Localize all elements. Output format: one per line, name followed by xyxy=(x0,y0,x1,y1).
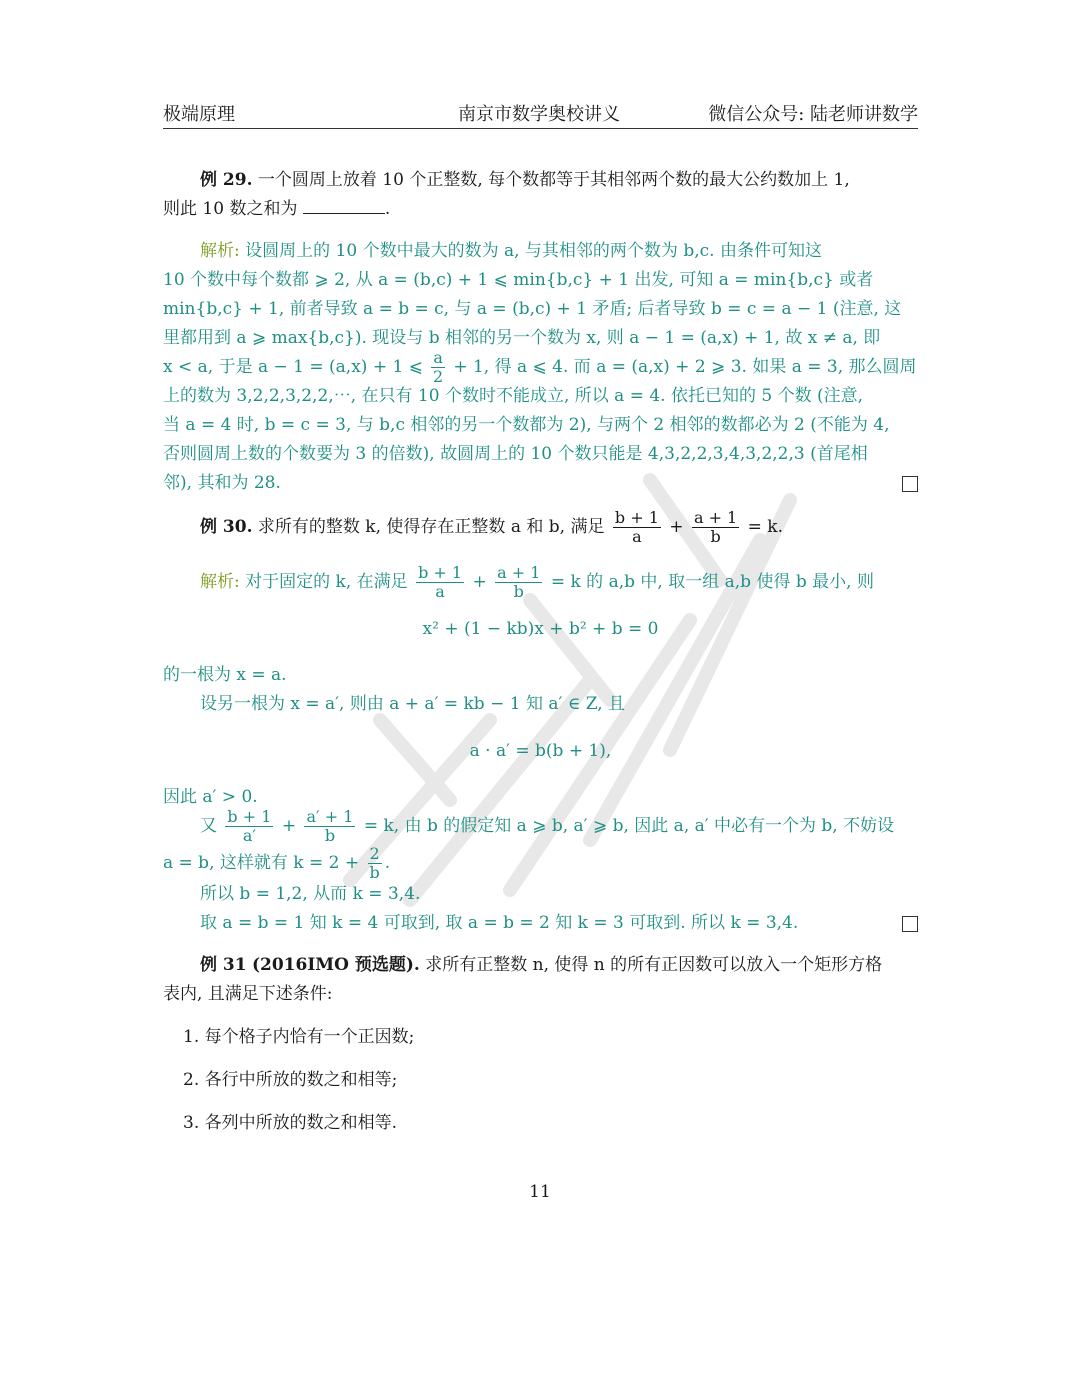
ex30-s6-pre: a = b, 这样就有 k = 2 + xyxy=(163,853,360,873)
fraction-a1-over-b xyxy=(495,564,542,601)
ex29-solution-line1 xyxy=(200,239,918,263)
fraction-aprime1-over-b xyxy=(304,808,355,845)
ex30-s1-post: = k 的 a,b 中, 取一组 a,b 使得 b 最小, 则 xyxy=(550,572,874,592)
ex30-title: 例 30. xyxy=(200,517,253,537)
qed-icon xyxy=(902,476,918,492)
ex30-s6-post: . xyxy=(384,853,391,873)
frac-den: 2 xyxy=(433,367,444,386)
ex30-s5 xyxy=(200,804,918,848)
frac-num: b + 1 xyxy=(227,807,272,826)
ex31-title: 例 31 xyxy=(200,955,247,975)
ex29-text1: 一个圆周上放着 10 个正整数, 每个数都等于其相邻两个数的最大公约数加上 1, xyxy=(257,170,850,190)
ex30-q-pre: 求所有的整数 k, 使得存在正整数 a 和 b, 满足 xyxy=(257,517,605,537)
fraction-b1-over-a xyxy=(416,564,464,601)
ex29-sol8: 否则圆周上数的个数要为 3 的倍数), 故圆周上的 10 个数只能是 4,3,2,2,3,4,3,2,2,3 (首尾相 xyxy=(163,444,868,464)
fraction-a-over-2 xyxy=(431,349,445,386)
ex29-sol5-post: + 1, 得 a ⩽ 4. 而 a = (a,x) + 2 ⩾ 3. 如果 a = 3, 那么圆周 xyxy=(453,357,917,377)
frac-den: a xyxy=(435,582,445,601)
frac-den: a′ xyxy=(242,826,256,845)
ex29-sol3: min{b,c} + 1, 前者导致 a = b = c, 与 a = (b,c) + 1 矛盾; 后者导致 b = c = a − 1 (注意, 这 xyxy=(163,299,902,319)
header-left: 极端原理 xyxy=(163,104,235,125)
ex30-solution-line1 xyxy=(200,560,918,604)
frac-num: a′ + 1 xyxy=(306,807,354,826)
frac-den: b xyxy=(324,826,336,845)
frac-den: b xyxy=(710,527,721,546)
ex29-sol5 xyxy=(163,347,918,387)
ex29-sol2: 10 个数中每个数都 ⩾ 2, 从 a = (b,c) + 1 ⩽ min{b,c} + 1 出发, 可知 a = min{b,c} 或者 xyxy=(163,270,874,290)
frac-den: a xyxy=(632,527,642,546)
fraction-2-over-b xyxy=(368,845,382,882)
ex31-source: (2016IMO 预选题). xyxy=(251,955,420,975)
frac-num: a + 1 xyxy=(497,563,541,582)
ex31-text1: 求所有正整数 n, 使得 n 的所有正因数可以放入一个矩形方格 xyxy=(425,955,883,975)
ex29-sol4: 里都用到 a ⩾ max{b,c}). 现设与 b 相邻的另一个数为 x, 则 a − 1 = (a,x) + 1, 故 x ≠ a, 即 xyxy=(163,328,881,348)
qed-icon xyxy=(902,916,918,932)
frac-num: 2 xyxy=(369,844,380,863)
ex29-sol7: 当 a = 4 时, b = c = 3, 与 b,c 相邻的另一个数都为 2), 与两个 2 相邻的数都必为 2 (不能为 4, xyxy=(163,415,890,435)
ex29-sol9: 邻), 其和为 28. xyxy=(163,473,281,493)
frac-num: a + 1 xyxy=(693,508,738,527)
ex29-solution-label: 解析: xyxy=(200,241,240,261)
plus-sign: + xyxy=(281,816,297,836)
page-header xyxy=(163,98,918,129)
ex30-s4: 因此 a′ > 0. xyxy=(163,787,258,807)
frac-num: b + 1 xyxy=(614,508,659,527)
plus-sign: + xyxy=(472,572,487,592)
ex30-question xyxy=(200,505,918,549)
list-item: 1. 每个格子内恰有一个正因数; xyxy=(183,1027,415,1047)
equation-quadratic: x² + (1 − kb)x + b² + b = 0 xyxy=(422,619,659,639)
ex30-s3: 设另一根为 x = a′, 则由 a + a′ = kb − 1 知 a′ ∈ Z, 且 xyxy=(200,694,626,714)
ex29-question-line1 xyxy=(200,168,918,192)
ex29-question-line2 xyxy=(163,197,918,221)
ex30-s2: 的一根为 x = a. xyxy=(163,665,287,685)
ex30-s8: 取 a = b = 1 知 k = 4 可取到, 取 a = b = 2 知 k = 3 可取到. 所以 k = 3,4. xyxy=(200,913,799,933)
ex29-title: 例 29. xyxy=(200,170,253,190)
ex29-sol5-pre: x < a, 于是 a − 1 = (a,x) + 1 ⩽ xyxy=(163,357,423,377)
ex29-sol1: 设圆周上的 10 个数中最大的数为 a, 与其相邻的两个数为 b,c. 由条件可知这 xyxy=(245,241,822,261)
equation-product: a · a′ = b(b + 1), xyxy=(469,741,612,761)
fraction-a1-over-b xyxy=(692,509,739,546)
frac-den: b xyxy=(513,582,524,601)
frac-num: b + 1 xyxy=(418,563,463,582)
fraction-b1-over-aprime xyxy=(225,808,273,845)
header-right: 微信公众号: 陆老师讲数学 xyxy=(708,104,918,125)
ex29-text2-end: . xyxy=(384,199,391,219)
page-number: 11 xyxy=(529,1182,551,1202)
ex30-solution-label: 解析: xyxy=(200,572,240,592)
fraction-b1-over-a xyxy=(613,509,661,546)
ex30-s5-pre: 又 xyxy=(200,816,217,836)
list-item: 2. 各行中所放的数之和相等; xyxy=(183,1070,398,1090)
ex30-s5-post: = k, 由 b 的假定知 a ⩾ b, a′ ⩾ b, 因此 a, a′ 中必有一个为 b, 不妨设 xyxy=(363,816,895,836)
frac-den: b xyxy=(369,863,380,882)
ex31-question-line1 xyxy=(200,953,918,977)
header-center: 南京市数学奥校讲义 xyxy=(458,104,620,125)
ex30-s1-pre: 对于固定的 k, 在满足 xyxy=(245,572,408,592)
frac-num: a xyxy=(433,348,443,367)
plus-sign: + xyxy=(669,517,684,537)
ex29-text2: 则此 10 数之和为 xyxy=(163,199,298,219)
ex30-q-post: = k. xyxy=(747,517,783,537)
ex30-s6 xyxy=(163,843,918,883)
ex30-s7: 所以 b = 1,2, 从而 k = 3,4. xyxy=(200,884,421,904)
answer-blank xyxy=(303,197,385,214)
ex31-text2: 表内, 且满足下述条件: xyxy=(163,984,333,1004)
list-item: 3. 各列中所放的数之和相等. xyxy=(183,1113,398,1133)
ex29-sol6: 上的数为 3,2,2,3,2,2,⋯, 在只有 10 个数时不能成立, 所以 a = 4. 依托已知的 5 个数 (注意, xyxy=(163,386,864,406)
